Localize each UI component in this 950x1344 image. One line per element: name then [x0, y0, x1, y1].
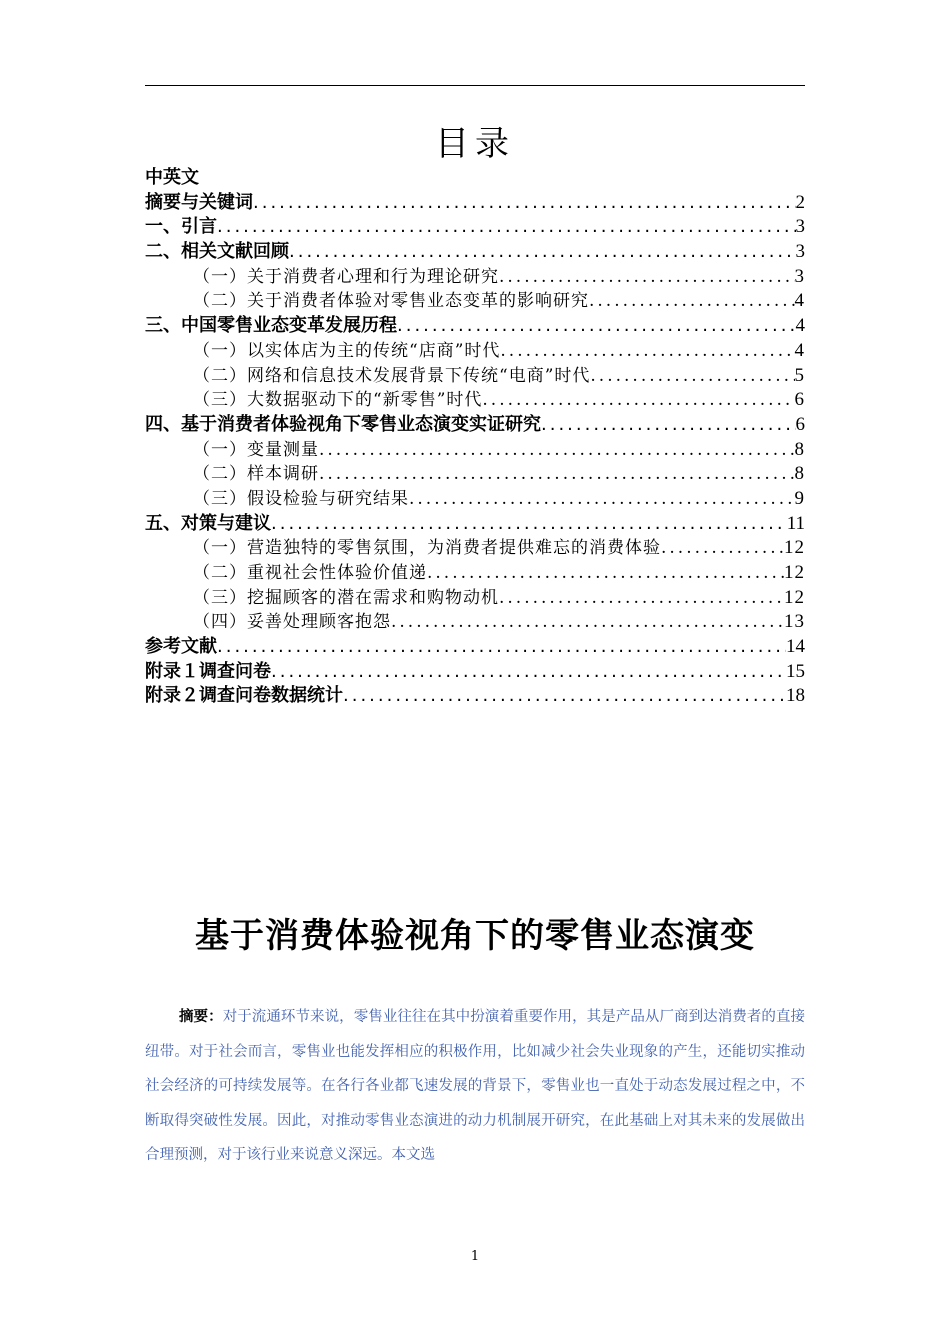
toc-entry-label: 参考文献	[145, 636, 217, 658]
toc-entry-page: 3	[795, 241, 805, 263]
toc-leader-dots	[343, 684, 786, 709]
toc-entry-page: 4	[795, 315, 805, 337]
toc-entry-label: 摘要与关键词	[145, 191, 253, 213]
toc-entry[interactable]	[145, 314, 805, 339]
toc-entry-label: （三）挖掘顾客的潜在需求和购物动机	[193, 587, 499, 608]
toc-entry-page: 9	[794, 487, 805, 509]
toc-leader-dots	[391, 610, 784, 635]
page-number: 1	[470, 1249, 480, 1264]
toc-leader-dots	[271, 660, 786, 685]
toc-leader-dots	[409, 487, 795, 512]
toc-entry-label: （二）关于消费者体验对零售业态变革的影响研究	[193, 291, 589, 312]
toc-leader-dots	[397, 314, 796, 339]
toc-leader-dots	[482, 388, 794, 413]
toc-entry-label: 附录１调查问卷	[145, 660, 271, 682]
toc-entry[interactable]	[145, 413, 805, 438]
toc-entry-label: （二）网络和信息技术发展背景下传统“电商”时代	[193, 365, 591, 386]
abstract-label: 摘要：	[179, 1009, 223, 1025]
toc-entry[interactable]	[145, 586, 805, 611]
toc-entry-page: 3	[794, 265, 805, 287]
toc-entry-page: 15	[786, 660, 805, 682]
toc-entry[interactable]	[145, 635, 805, 660]
toc-entry[interactable]	[145, 191, 805, 216]
toc-leader-dots	[500, 339, 794, 364]
toc-leader-dots	[661, 536, 784, 561]
paper-title: 基于消费体验视角下的零售业态演变	[195, 916, 755, 956]
toc-leader-dots	[589, 289, 795, 314]
toc-entry[interactable]	[145, 660, 805, 685]
toc-entry[interactable]	[145, 339, 805, 364]
toc-entry-label: （二）重视社会性体验价值递	[193, 563, 427, 583]
toc-entry[interactable]	[145, 265, 805, 290]
toc-entry[interactable]	[145, 561, 805, 586]
toc-entry[interactable]	[145, 438, 805, 463]
header-rule	[145, 85, 805, 86]
toc-entry-page: 8	[794, 463, 805, 485]
toc-entry[interactable]	[145, 215, 805, 240]
toc-entry-page: 13	[784, 611, 805, 633]
toc-entry-label: （一）营造独特的零售氛围，为消费者提供难忘的消费体验	[193, 538, 661, 559]
abstract-text: 对于流通环节来说，零售业往往在其中扮演着重要作用，其是产品从厂商到达消费者的直接纽带。对于社会而言，零售业也能发挥相应的积极作用，比如减少社会失业现象的产生，还能切实推动社会经济的可持续发展等。在各行各业都飞速发展的背景下，零售业也一直处于动态发展过程之中，不断取得突破性发展。因此，对推动零售业态演进的动力机制展开研究，在此基础上对其未来的发展做出合理预测，对于该行业来说意义深远。本文选	[145, 1009, 806, 1163]
toc-leader-dots	[253, 191, 796, 216]
toc-leader-dots	[271, 512, 787, 537]
toc-entry[interactable]	[145, 166, 805, 191]
toc-entry-label: （四）妥善处理顾客抱怨	[193, 612, 391, 633]
toc-entry-label: （二）样本调研	[193, 464, 319, 485]
toc-entry-page: 3	[795, 216, 805, 238]
toc-entry-page: 2	[795, 191, 805, 213]
toc-entry-label: 附录２调查问卷数据统计	[145, 685, 343, 707]
toc-leader-dots	[499, 586, 784, 611]
toc-leader-dots	[499, 265, 795, 290]
toc-leader-dots	[289, 240, 796, 265]
toc-entry-label: （一）关于消费者心理和行为理论研究	[193, 266, 499, 287]
toc-entry-label: 一、引言	[145, 216, 217, 238]
toc-leader-dots	[590, 364, 794, 389]
toc-entry[interactable]	[145, 388, 805, 413]
toc-entry[interactable]	[145, 512, 805, 537]
toc-entry[interactable]	[145, 462, 805, 487]
toc-entry-page: 14	[786, 636, 805, 658]
toc-entry-page: 11	[786, 512, 805, 534]
toc-entry-page: 8	[794, 438, 805, 460]
toc-entry-label: （三）大数据驱动下的“新零售”时代	[193, 390, 483, 411]
toc-entry-label: 四、基于消费者体验视角下零售业态演变实证研究	[145, 413, 541, 435]
toc-entry[interactable]	[145, 487, 805, 512]
toc-entry-page: 12	[784, 586, 805, 608]
toc-entry-label: 三、中国零售业态变革发展历程	[145, 315, 397, 337]
toc-entry-page: 5	[794, 364, 805, 386]
toc-entry[interactable]	[145, 289, 805, 314]
toc-entry-label: 中英文	[145, 167, 199, 188]
toc-entry[interactable]	[145, 364, 805, 389]
toc-entry[interactable]	[145, 610, 805, 635]
toc-title: 目录	[435, 124, 515, 164]
toc-entry-label: （三）假设检验与研究结果	[193, 488, 409, 509]
toc-entry[interactable]	[145, 240, 805, 265]
toc-leader-dots	[427, 561, 784, 586]
toc-leader-dots	[319, 438, 795, 463]
toc-entry-page: 4	[794, 339, 805, 361]
toc-entry-label: 五、对策与建议	[145, 512, 271, 534]
toc-entry-page: 12	[784, 562, 805, 583]
toc-entry-page: 6	[795, 413, 805, 435]
table-of-contents	[145, 166, 805, 709]
toc-leader-dots	[217, 215, 796, 240]
toc-entry-page: 18	[786, 685, 805, 707]
toc-entry-label: （一）变量测量	[193, 439, 319, 460]
toc-entry[interactable]	[145, 684, 805, 709]
toc-entry[interactable]	[145, 536, 805, 561]
toc-entry-label: 二、相关文献回顾	[145, 241, 289, 263]
toc-entry-page: 6	[794, 389, 805, 411]
toc-entry-page: 4	[794, 290, 805, 312]
toc-entry-page: 12	[784, 537, 805, 559]
toc-leader-dots	[217, 635, 786, 660]
toc-entry-label: （一）以实体店为主的传统“店商”时代	[193, 340, 501, 361]
toc-leader-dots	[541, 413, 796, 438]
abstract-paragraph	[145, 1000, 805, 1173]
toc-leader-dots	[319, 462, 795, 487]
